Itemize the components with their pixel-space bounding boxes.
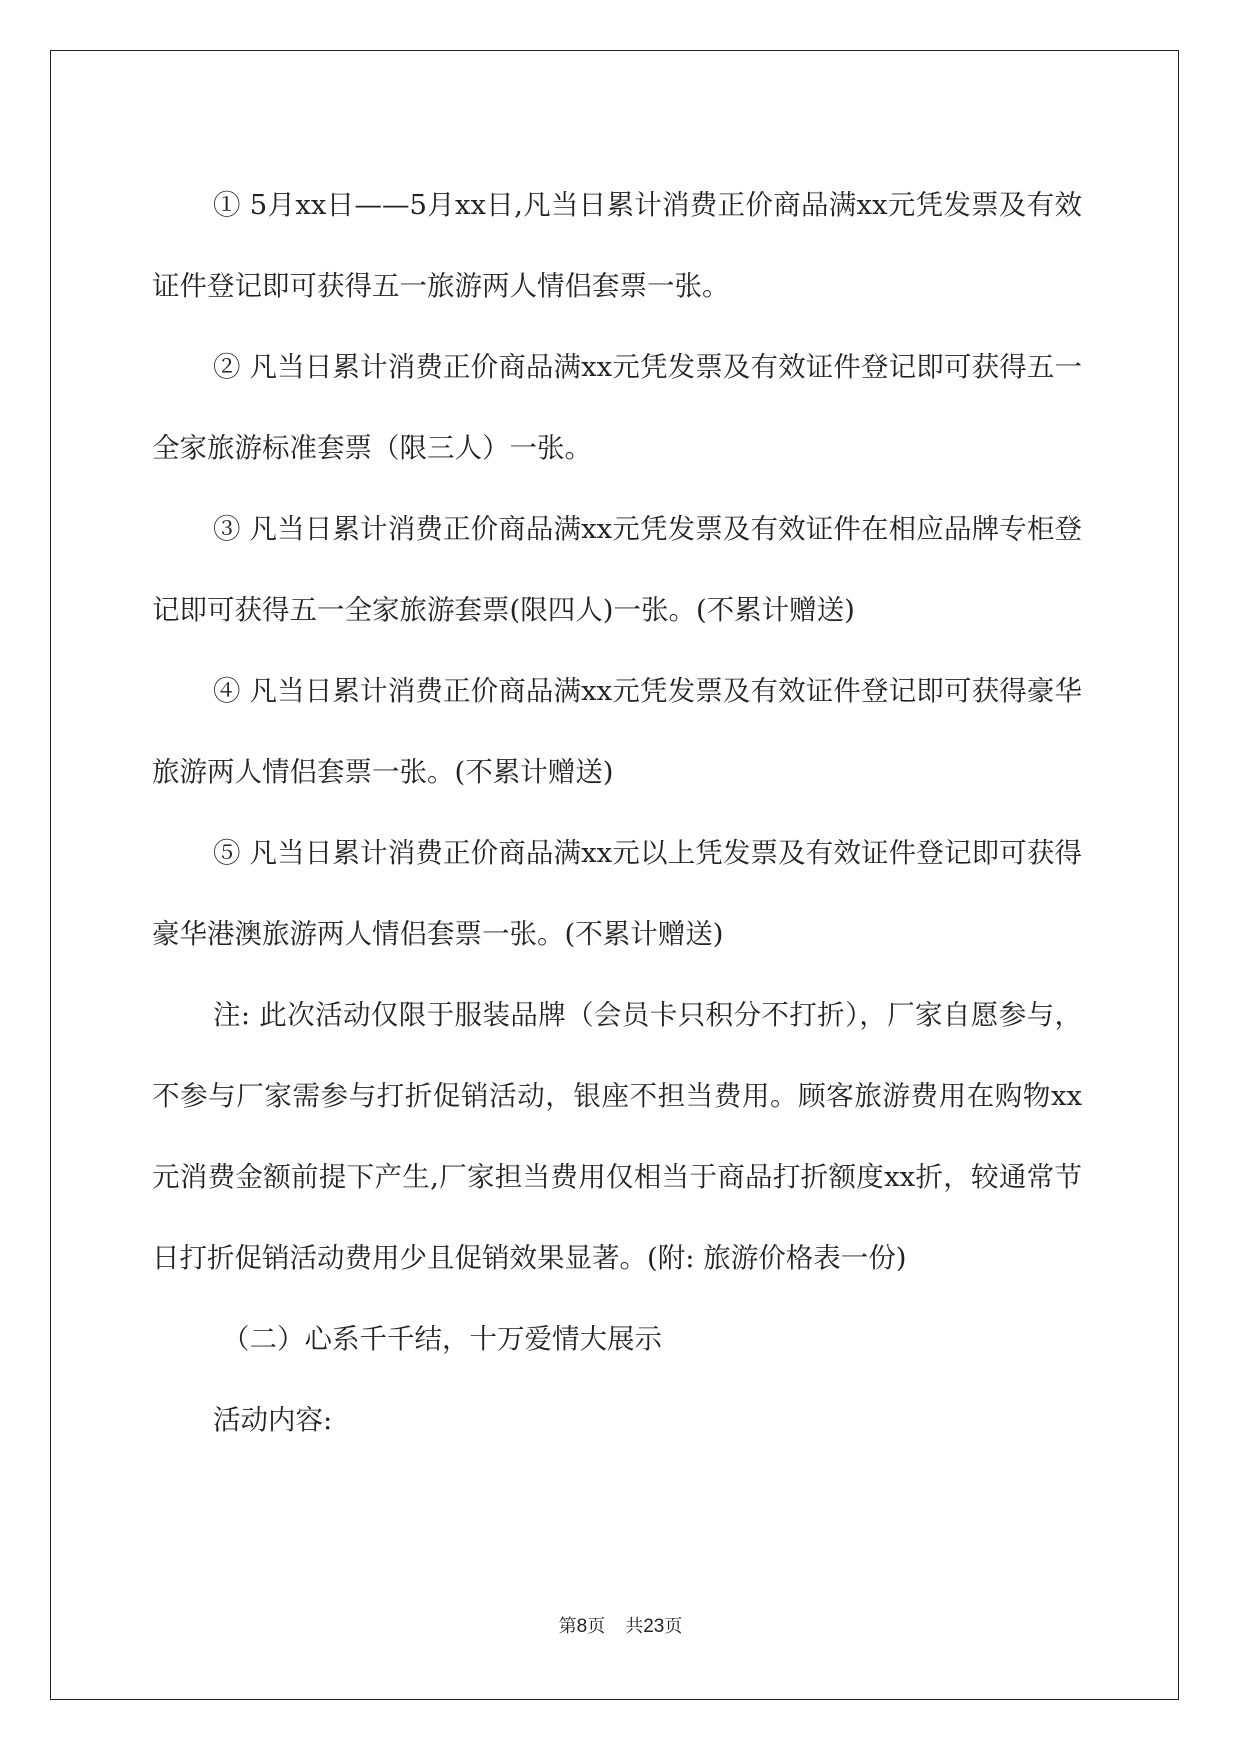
footer-page-prefix: 第 — [558, 1616, 577, 1636]
paragraph-item-1: ① 5月xx日——5月xx日,凡当日累计消费正价商品满xx元凭发票及有效证件登记即可获得五一旅游两人情侣套票一张。 — [152, 189, 1082, 302]
paragraph-item-4: ④ 凡当日累计消费正价商品满xx元凭发票及有效证件登记即可获得豪华旅游两人情侣套票一张。(不累计赠送) — [152, 675, 1082, 788]
footer-total-pages: 23 — [643, 1616, 665, 1637]
footer-total-prefix: 共 — [625, 1616, 644, 1636]
page-footer — [0, 1612, 1241, 1638]
paragraph-item-3: ③ 凡当日累计消费正价商品满xx元凭发票及有效证件在相应品牌专柜登记即可获得五一全家旅游套票(限四人)一张。(不累计赠送) — [152, 513, 1082, 626]
paragraph-note: 注: 此次活动仅限于服装品牌（会员卡只积分不打折），厂家自愿参与，不参与厂家需参与打折促销活动，银座不担当费用。顾客旅游费用在购物xx元消费金额前提下产生,厂家担当费用仅相当于商品打折额度xx折，较通常节日打折促销活动费用少且促销效果显著。(附: 旅游价格表一份) — [152, 999, 1082, 1274]
section-heading: （二）心系千千结，十万爱情大展示 — [222, 1323, 662, 1355]
footer-page-suffix: 页 — [587, 1616, 606, 1636]
activity-content-label: 活动内容: — [213, 1404, 333, 1436]
paragraph-item-2: ② 凡当日累计消费正价商品满xx元凭发票及有效证件登记即可获得五一全家旅游标准套票（限三人）一张。 — [152, 351, 1082, 464]
paragraph-item-5: ⑤ 凡当日累计消费正价商品满xx元以上凭发票及有效证件登记即可获得豪华港澳旅游两人情侣套票一张。(不累计赠送) — [152, 837, 1082, 950]
footer-page-number: 8 — [576, 1616, 588, 1637]
document-body — [152, 165, 1082, 1461]
footer-total-suffix: 页 — [664, 1616, 683, 1636]
